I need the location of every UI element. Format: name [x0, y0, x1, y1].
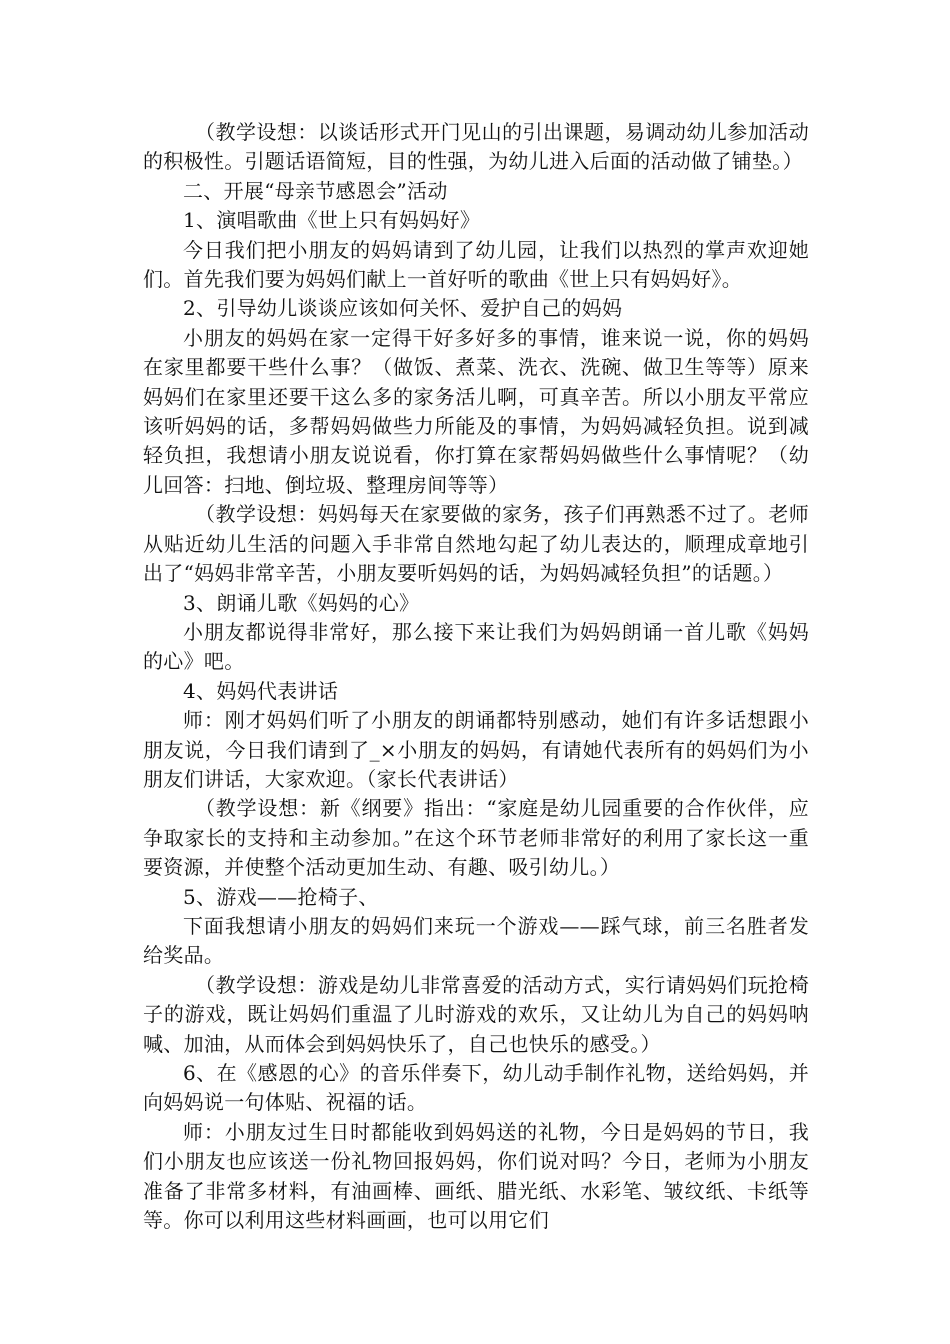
paragraph-step-5: 下面我想请小朋友的妈妈们来玩一个游戏——踩气球，前三名胜者发给奖品。	[143, 913, 809, 968]
document-body	[143, 118, 809, 1235]
paragraph-step-4: 师：刚才妈妈们听了小朋友的朗诵都特别感动，她们有许多话想跟小朋友说，今日我们请到了_×小朋友的妈妈，有请她代表所有的妈妈们为小朋友们讲话，大家欢迎。（家长代表讲话）	[143, 708, 809, 791]
paragraph-step-1: 今日我们把小朋友的妈妈请到了幼儿园，让我们以热烈的掌声欢迎她们。首先我们要为妈妈们献上一首好听的歌曲《世上只有妈妈好》。	[143, 237, 809, 292]
heading-step-3: 3、朗诵儿歌《妈妈的心》	[183, 590, 420, 615]
heading-step-2: 2、引导幼儿谈谈应该如何关怀、爱护自己的妈妈	[183, 296, 623, 321]
paragraph-teaching-note-2: （教学设想：妈妈每天在家要做的家务，孩子们再熟悉不过了。老师从贴近幼儿生活的问题入手非常自然地勾起了幼儿表达的，顺理成章地引出了“妈妈非常辛苦，小朋友要听妈妈的话，为妈妈减轻负担”的话题。）	[143, 502, 809, 586]
heading-step-5: 5、游戏——抢椅子、	[183, 884, 379, 909]
heading-step-1: 1、演唱歌曲《世上只有妈妈好》	[183, 208, 481, 233]
heading-step-6: 6、在《感恩的心》的音乐伴奏下，幼儿动手制作礼物，送给妈妈，并向妈妈说一句体贴、祝福的话。	[143, 1061, 809, 1115]
paragraph-step-2: 小朋友的妈妈在家一定得干好多好多的事情，谁来说一说，你的妈妈在家里都要干些什么事？（做饭、煮菜、洗衣、洗碗、做卫生等等）原来妈妈们在家里还要干这么多的家务活儿啊，可真辛苦。所以小朋友平常应该听妈妈的话，多帮妈妈做些力所能及的事情，为妈妈减轻负担。说到减轻负担，我想请小朋友说说看，你打算在家帮妈妈做些什么事情呢？（幼儿回答：扫地、倒垃圾、整理房间等等）	[143, 325, 809, 497]
paragraph-teaching-note-3: （教学设想：新《纲要》指出：“家庭是幼儿园重要的合作伙伴，应争取家长的支持和主动参加。”在这个环节老师非常好的利用了家长这一重要资源，并使整个活动更加生动、有趣、吸引幼儿。）	[143, 796, 809, 880]
paragraph-step-6: 师：小朋友过生日时都能收到妈妈送的礼物，今日是妈妈的节日，我们小朋友也应该送一份礼物回报妈妈，你们说对吗？今日，老师为小朋友准备了非常多材料，有油画棒、画纸、腊光纸、水彩笔、皱纹纸、卡纸等等。你可以利用这些材料画画，也可以用它们	[143, 1119, 809, 1233]
paragraph-step-3: 小朋友都说得非常好，那么接下来让我们为妈妈朗诵一首儿歌《妈妈的心》吧。	[143, 619, 809, 674]
paragraph-teaching-note-1: （教学设想：以谈话形式开门见山的引出课题，易调动幼儿参加活动的积极性。引题话语简短，目的性强，为幼儿进入后面的活动做了铺垫。）	[143, 120, 809, 174]
heading-step-4: 4、妈妈代表讲话	[183, 678, 339, 703]
heading-section-2: 二、开展“母亲节感恩会”活动	[183, 178, 448, 203]
paragraph-teaching-note-4: （教学设想：游戏是幼儿非常喜爱的活动方式，实行请妈妈们玩抢椅子的游戏，既让妈妈们重温了儿时游戏的欢乐，又让幼儿为自己的妈妈呐喊、加油，从而体会到妈妈快乐了，自己也快乐的感受。）	[143, 972, 809, 1056]
